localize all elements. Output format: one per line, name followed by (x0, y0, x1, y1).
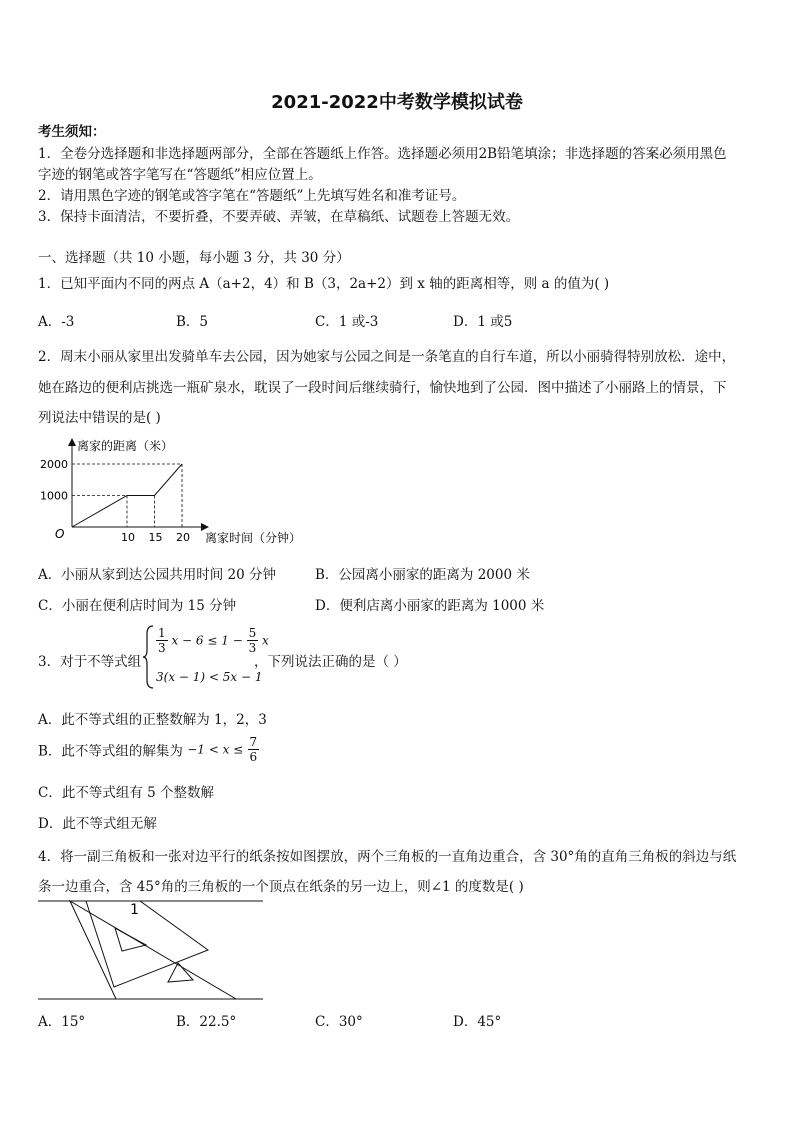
q4-option-d[interactable]: D．45° (453, 1014, 502, 1030)
notice-heading: 考生须知： (38, 124, 106, 140)
fraction-denominator: 3 (248, 641, 257, 655)
q4-option-a[interactable]: A．15° (38, 1014, 86, 1030)
q2-line-chart (35, 432, 325, 552)
x-tick-label: 20 (176, 531, 190, 544)
fraction-numerator: 7 (249, 735, 258, 749)
q4-option-c[interactable]: C．30° (315, 1014, 363, 1030)
section-heading: 一、选择题（共 10 小题，每小题 3 分，共 30 分） (38, 250, 350, 266)
q3-inequality-1-mid: x − 6 ≤ 1 − (171, 633, 243, 648)
q3-option-b-text: B．此不等式组的解集为 (38, 743, 183, 760)
q2-option-a[interactable]: A．小丽从家到达公园共用时间 20 分钟 (38, 567, 277, 583)
fraction-numerator: 1 (158, 626, 166, 640)
q3-option-c[interactable]: C．此不等式组有 5 个整数解 (38, 785, 215, 801)
q1-option-a[interactable]: A．-3 (38, 314, 75, 330)
q3-option-a[interactable]: A．此不等式组的正整数解为 1，2，3 (38, 712, 267, 728)
fraction-denominator: 3 (158, 641, 166, 655)
q1-option-c[interactable]: C．1 或-3 (315, 314, 379, 330)
notice-line: 1．全卷分选择题和非选择题两部分，全部在答题纸上作答。选择题必须用2B铅笔填涂；非选择题的答案必须用黑色 (38, 146, 727, 162)
q2-stem-line: 她在路边的便利店挑选一瓶矿泉水，耽误了一段时间后继续骑行，愉快地到了公园．图中描述了小丽路上的情景，下 (38, 380, 727, 396)
q4-triangles-figure (38, 895, 268, 1005)
angle-1-label: 1 (130, 902, 139, 918)
q4-stem-line: 条一边重合，含 45°角的三角板的一个顶点在纸条的另一边上，则∠1 的度数是( ) (38, 879, 524, 895)
q3-suffix: ，下列说法正确的是（ ） (254, 654, 407, 670)
q3-prefix: 3．对于不等式组 (38, 654, 142, 670)
y-axis-label: 离家的距离（米） (77, 439, 174, 453)
triangle-30-outer (70, 901, 236, 999)
q3-inequality-2: 3(x − 1) < 5x − 1 (156, 670, 263, 684)
page-title: 2021-2022中考数学模拟试卷 (271, 92, 523, 113)
q3-option-b-math: −1 < x ≤ (187, 742, 244, 757)
q3-inequality-1-end: x (262, 633, 269, 648)
notice-line: 字迹的钢笔或答字笔写在“答题纸”相应位置上。 (38, 167, 322, 183)
q1-option-b[interactable]: B．5 (176, 314, 209, 330)
fraction-denominator: 6 (249, 750, 258, 764)
q4-stem-line: 4．将一副三角板和一张对边平行的纸条按如图摆放，两个三角板的一直角边重合，含 30°角的直角三角板的斜边与纸 (38, 849, 737, 865)
x-tick-label: 15 (148, 531, 163, 544)
y-tick-label: 1000 (40, 489, 68, 503)
x-tick-label: 10 (121, 531, 135, 544)
q2-option-b[interactable]: B．公园离小丽家的距离为 2000 米 (315, 567, 530, 583)
q1-stem: 1．已知平面内不同的两点 A（a+2，4）和 B（3，2a+2）到 x 轴的距离相等，则 a 的值为( ) (38, 276, 610, 292)
q2-option-d[interactable]: D．便利店离小丽家的距离为 1000 米 (315, 598, 545, 614)
q3-option-d[interactable]: D．此不等式组无解 (38, 816, 157, 832)
q4-option-b[interactable]: B．22.5° (176, 1014, 237, 1030)
triangle-30-hole (115, 928, 146, 951)
q1-option-d[interactable]: D．1 或5 (453, 314, 513, 330)
q3-system-brace (143, 624, 155, 690)
q2-stem-line: 列说法中错误的是( ) (38, 410, 161, 426)
q2-option-c[interactable]: C．小丽在便利店时间为 15 分钟 (38, 598, 237, 614)
notice-line: 3．保持卡面清洁，不要折叠，不要弄破、弄皱，在草稿纸、试题卷上答题无效。 (38, 209, 520, 225)
y-tick-label: 2000 (40, 458, 68, 471)
q3-option-b[interactable] (38, 735, 259, 764)
x-axis-label: 离家时间（分钟） (205, 531, 302, 545)
notice-line: 2．请用黑色字迹的钢笔或答字笔在“答题纸”上先填写姓名和准考证号。 (38, 188, 466, 204)
origin-label: O (55, 527, 65, 541)
triangle-45-hole (168, 963, 193, 982)
fraction-numerator: 5 (248, 626, 257, 640)
q2-stem-line: 2．周末小丽从家里出发骑单车去公园，因为她家与公园之间是一条笔直的自行车道，所以小丽骑得特别放松．途中， (38, 349, 736, 365)
q3-inequality-1 (156, 626, 269, 655)
